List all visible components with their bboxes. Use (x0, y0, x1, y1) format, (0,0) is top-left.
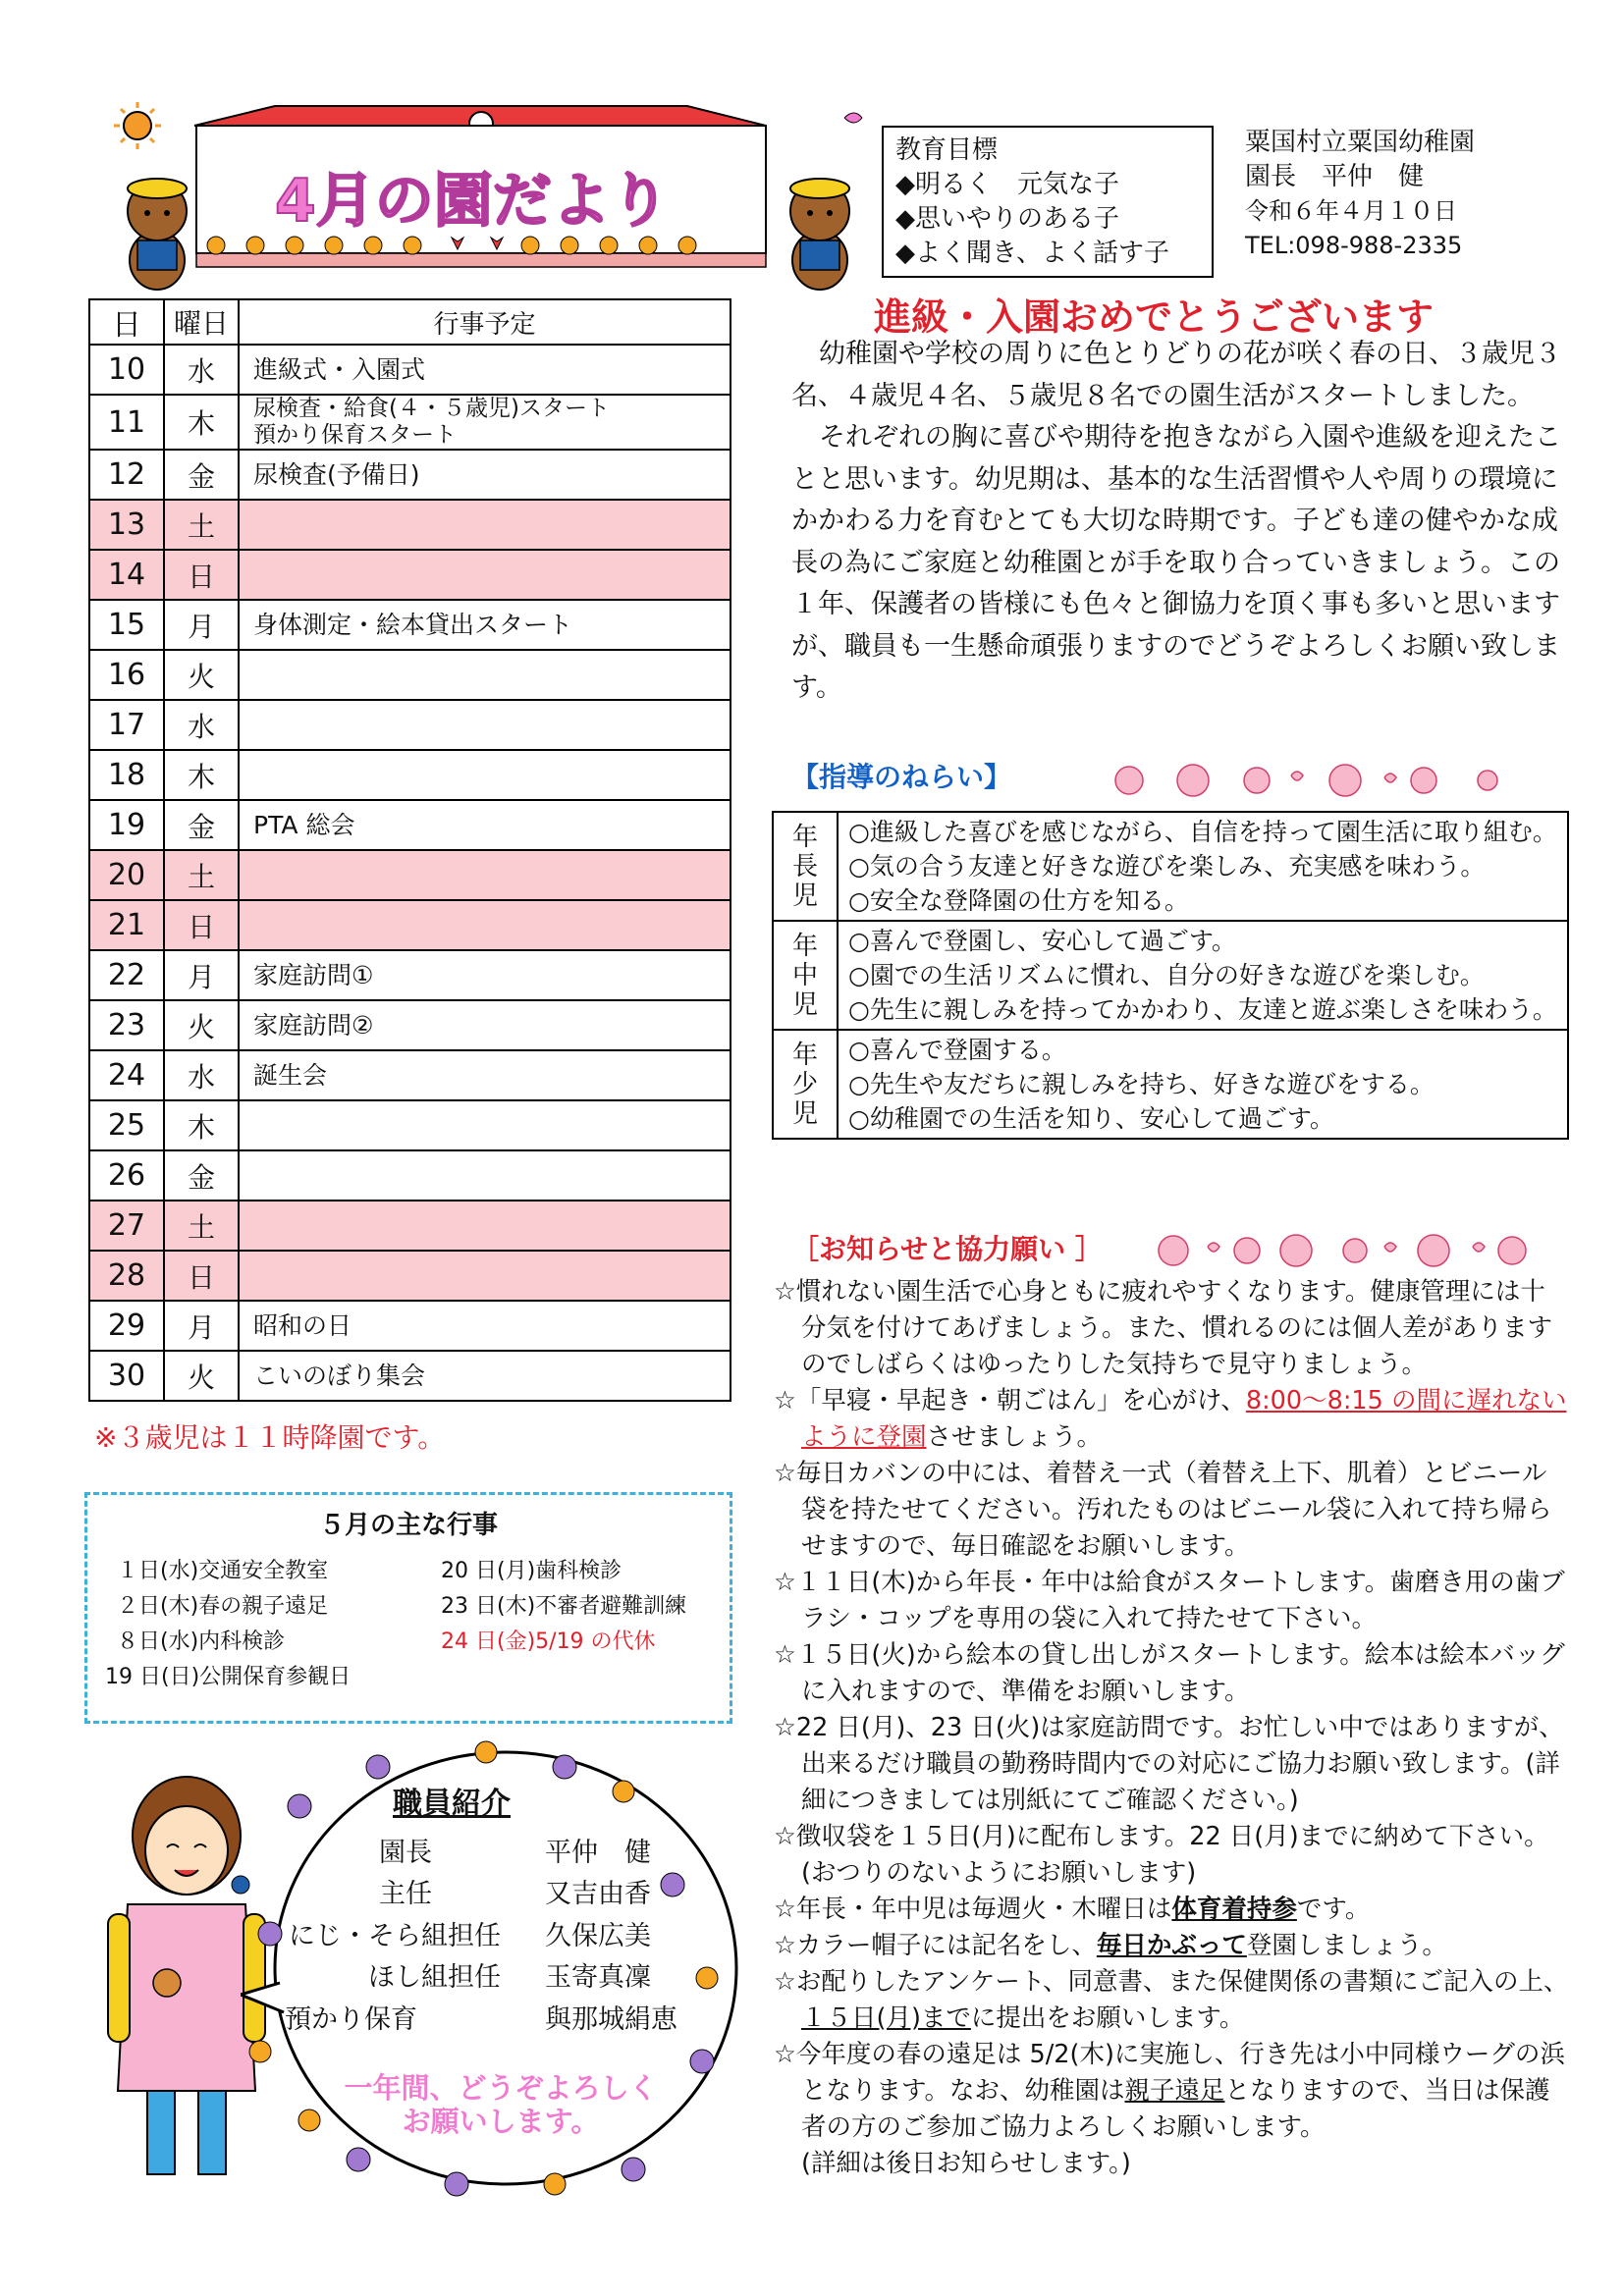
calendar-row (89, 1251, 731, 1301)
calendar-day: 16 (89, 650, 164, 700)
calendar-event (239, 850, 731, 900)
aims-row (773, 1030, 1568, 1139)
calendar-day: 13 (89, 500, 164, 550)
staff-role: 園長 (379, 1838, 432, 1868)
intro-text (791, 334, 1567, 710)
calendar-event-text: 進級式・入園式 (253, 355, 426, 384)
aims-row (773, 921, 1568, 1030)
calendar-day: 12 (89, 450, 164, 500)
sakura-decoration-icon (1149, 1227, 1542, 1274)
calendar-weekday: 日 (164, 550, 239, 600)
greeting-line: お願いします。 (402, 2105, 600, 2138)
intro-paragraph: それぞれの胸に喜びや期待を抱きながら入園や進級を迎えたことと思います。幼児期は、基本的な生活習慣や人や周りの環境にかかわる力を育むとても大切な時期です。子ども達の健やかな成長の為にご家庭と幼稚園とが手を取り合っていきましょう。この１年、保護者の皆様にも色々と御協力を頂く事も多いと思いますが、職員も一生懸命頑張りますのでどうぞよろしくお願い致します。 (791, 422, 1561, 703)
calendar-day: 30 (89, 1351, 164, 1401)
calendar-row (89, 1150, 731, 1201)
greeting-line: 一年間、どうぞよろしく (344, 2071, 658, 2105)
aim-item: ○先生や友だちに親しみを持ち、好きな遊びをする。 (848, 1070, 1435, 1098)
calendar-header-day: 日 (89, 299, 164, 345)
calendar-row (89, 700, 731, 750)
calendar-row (89, 950, 731, 1000)
notice-item: ☆１１日(木)から年長・年中は給食がスタートします。歯磨き用の歯ブラシ・コップを専用の袋に入れて持たせて下さい。 (774, 1568, 1565, 1633)
phone-number: TEL:098-988-2335 (1245, 232, 1463, 259)
header-illustration (98, 98, 864, 294)
calendar-weekday: 水 (164, 1050, 239, 1100)
aim-item: ○先生に親しみを持ってかかわり、友達と遊ぶ楽しさを味わう。 (848, 995, 1557, 1024)
calendar-event-text: 尿検査・給食(４・５歳児)スタート (253, 396, 610, 421)
calendar-day: 14 (89, 550, 164, 600)
calendar-weekday: 月 (164, 600, 239, 650)
may-event-item: 20 日(月)歯科検診 (441, 1559, 623, 1583)
calendar-event-text: 家庭訪問① (253, 961, 374, 989)
calendar-weekday: 木 (164, 395, 239, 450)
bear-right-icon (790, 113, 862, 290)
notice-item (774, 1892, 1569, 1928)
aim-item: ○気の合う友達と好きな遊びを楽しみ、充実感を味わう。 (848, 852, 1486, 881)
notice-text: です。 (1296, 1895, 1371, 1924)
calendar-day: 22 (89, 950, 164, 1000)
notice-emphasis: １５日(月)まで (801, 2003, 971, 2033)
calendar-row (89, 800, 731, 850)
notice-text: (詳細は後日お知らせします。) (801, 2149, 1131, 2178)
aim-item: ○幼稚園での生活を知り、安心して過ごす。 (848, 1104, 1334, 1133)
staff-role: 主任 (379, 1879, 432, 1909)
notice-item (774, 1964, 1569, 2037)
calendar-row (89, 650, 731, 700)
calendar-day: 24 (89, 1050, 164, 1100)
calendar-row (89, 1201, 731, 1251)
calendar-event (239, 1000, 731, 1050)
notice-text: ☆「早寝・早起き・朝ごはん」を心がけ、 (774, 1386, 1246, 1415)
notice-text: 登園しましょう。 (1246, 1931, 1447, 1960)
staff-name: 玉寄真凜 (545, 1962, 651, 1993)
calendar-event (239, 1201, 731, 1251)
calendar-weekday: 月 (164, 1301, 239, 1351)
calendar-event (239, 1050, 731, 1100)
notice-item (774, 1383, 1569, 1456)
calendar-row (89, 1100, 731, 1150)
calendar-day: 23 (89, 1000, 164, 1050)
issue-date: 令和６年４月１０日 (1245, 197, 1457, 225)
calendar-weekday: 火 (164, 1351, 239, 1401)
calendar-day: 25 (89, 1100, 164, 1150)
calendar-weekday: 水 (164, 345, 239, 395)
may-event-item: ２日(木)春の親子遠足 (117, 1594, 329, 1619)
staff-name: 久保広美 (545, 1921, 651, 1951)
notice-item: ☆慣れない園生活で心身ともに疲れやすくなります。健康管理には十分気を付けてあげましょう。また、慣れるのには個人差がありますのでしばらくはゆったりした気持ちで見守りましょう。 (774, 1277, 1553, 1379)
calendar-day: 10 (89, 345, 164, 395)
aim-item: ○進級した喜びを感じながら、自信を持って園生活に取り組む。 (848, 818, 1557, 846)
calendar-event (239, 650, 731, 700)
calendar-row (89, 1301, 731, 1351)
calendar-event (239, 1150, 731, 1201)
may-events-box (84, 1492, 732, 1724)
staff-role: ほし組担任 (368, 1962, 501, 1993)
calendar-day: 11 (89, 395, 164, 450)
notice-text: ☆お配りしたアンケート、同意書、また保健関係の書類にご記入の上、 (774, 1967, 1569, 1997)
calendar-row (89, 1050, 731, 1100)
notice-item (774, 2037, 1569, 2182)
goals-heading: 教育目標 (895, 135, 999, 165)
calendar-row (89, 850, 731, 900)
calendar-row (89, 500, 731, 550)
calendar-event-text: 身体測定・絵本貸出スタート (253, 611, 573, 639)
goal-item: ◆よく聞き、よく話す子 (895, 239, 1169, 268)
notice-item: ☆徴収袋を１５日(月)に配布します。22 日(月)までに納めて下さい。(おつりのないようにお願いします) (774, 1822, 1549, 1888)
calendar-event-text: 誕生会 (253, 1061, 328, 1090)
calendar-weekday: 火 (164, 650, 239, 700)
may-events-title: ５月の主な行事 (318, 1511, 498, 1540)
notices-title: ［お知らせと協力願い ］ (791, 1233, 1103, 1265)
calendar-day: 28 (89, 1251, 164, 1301)
aims-group-label: 年長児 (791, 822, 818, 911)
calendar-event (239, 800, 731, 850)
may-event-item-highlight: 24 日(金)5/19 の代休 (441, 1629, 656, 1654)
calendar-weekday: 土 (164, 500, 239, 550)
calendar-event (239, 600, 731, 650)
calendar-event (239, 395, 731, 450)
calendar-weekday: 火 (164, 1000, 239, 1050)
calendar-day: 19 (89, 800, 164, 850)
aims-row (773, 812, 1568, 921)
calendar-event (239, 1100, 731, 1150)
newsletter-title: 4月の園だより (275, 167, 670, 236)
calendar-day: 17 (89, 700, 164, 750)
calendar-day: 27 (89, 1201, 164, 1251)
may-event-item: 19 日(日)公開保育参観日 (105, 1665, 352, 1689)
aims-group-label: 年中児 (791, 931, 818, 1020)
calendar-event-text: PTA 総会 (253, 811, 355, 839)
calendar-weekday: 土 (164, 1201, 239, 1251)
may-event-item: 23 日(木)不審者避難訓練 (441, 1594, 687, 1619)
calendar-weekday: 土 (164, 850, 239, 900)
notices-list (774, 1274, 1569, 2182)
calendar-event (239, 1251, 731, 1301)
staff-greeting (304, 2071, 697, 2138)
calendar-row (89, 600, 731, 650)
calendar-event-text: こいのぼり集会 (253, 1362, 426, 1390)
event-calendar (88, 298, 731, 1402)
aim-item: ○喜んで登園する。 (848, 1036, 1066, 1064)
calendar-day: 15 (89, 600, 164, 650)
calendar-day: 21 (89, 900, 164, 950)
calendar-weekday: 月 (164, 950, 239, 1000)
notice-emphasis: 8:00〜8:15 の間に遅れないように登園 (801, 1386, 1567, 1452)
calendar-weekday: 金 (164, 450, 239, 500)
calendar-row (89, 345, 731, 395)
intro-paragraph: 幼稚園や学校の周りに色とりどりの花が咲く春の日、３歳児３名、４歳児４名、５歳児８名での園生活がスタートしました。 (791, 339, 1561, 411)
school-name: 粟国村立粟国幼稚園 (1245, 128, 1476, 157)
goal-item: ◆思いやりのある子 (895, 204, 1119, 234)
aims-table (772, 811, 1569, 1140)
calendar-day: 26 (89, 1150, 164, 1201)
calendar-day: 18 (89, 750, 164, 800)
calendar-row (89, 450, 731, 500)
may-event-item: １日(水)交通安全教室 (117, 1559, 329, 1583)
calendar-event (239, 550, 731, 600)
notice-item: ☆１５日(火)から絵本の貸し出しがスタートします。絵本は絵本バッグに入れますので、準備をお願いします。 (774, 1640, 1565, 1706)
calendar-header-event: 行事予定 (239, 299, 731, 345)
school-info (1245, 126, 1579, 263)
calendar-row (89, 395, 731, 450)
goal-item: ◆明るく 元気な子 (895, 170, 1119, 199)
notice-emphasis: 親子遠足 (1124, 2076, 1225, 2106)
calendar-event (239, 950, 731, 1000)
notice-text: ☆今年度の春の遠足は 5/2(木)に実施し、行き先は小中同様ウーグの浜となります。なお、幼稚園は (774, 2040, 1565, 2106)
calendar-event (239, 750, 731, 800)
calendar-row (89, 750, 731, 800)
staff-title: 職員紹介 (393, 1787, 511, 1821)
bear-left-icon (128, 179, 187, 290)
education-goals-box (882, 126, 1214, 278)
calendar-event (239, 450, 731, 500)
calendar-event-text: 預かり保育スタート (253, 422, 457, 448)
calendar-row (89, 550, 731, 600)
notice-text: ☆年長・年中児は毎週火・木曜日は (774, 1895, 1172, 1924)
aims-title: 【指導のねらい】 (791, 761, 1012, 793)
notice-text: となりますので、当日は保護者の方のご参加ご協力よろしくお願いします。 (801, 2076, 1550, 2142)
aims-group-label: 年少児 (791, 1040, 818, 1129)
aim-item: ○安全な登降園の仕方を知る。 (848, 886, 1189, 915)
notice-emphasis: 毎日かぶって (1096, 1931, 1247, 1960)
calendar-row (89, 900, 731, 950)
calendar-weekday: 木 (164, 1100, 239, 1150)
calendar-note: ※３歳児は１１時降園です。 (94, 1421, 446, 1454)
sun-icon (114, 102, 161, 149)
calendar-event (239, 1351, 731, 1401)
calendar-weekday: 金 (164, 1150, 239, 1201)
staff-name: 與那城絹恵 (545, 2004, 677, 2035)
calendar-row (89, 1351, 731, 1401)
calendar-event-text: 尿検査(予備日) (253, 460, 420, 489)
staff-name: 平仲 健 (545, 1838, 651, 1868)
calendar-event (239, 345, 731, 395)
calendar-event (239, 900, 731, 950)
notice-text: させましょう。 (926, 1422, 1103, 1452)
calendar-day: 20 (89, 850, 164, 900)
calendar-weekday: 水 (164, 700, 239, 750)
aim-item: ○喜んで登園し、安心して過ごす。 (848, 927, 1236, 955)
may-event-item: ８日(水)内科検診 (117, 1629, 286, 1654)
calendar-day: 29 (89, 1301, 164, 1351)
notice-text: に提出をお願いします。 (970, 2003, 1245, 2033)
calendar-event (239, 500, 731, 550)
notice-emphasis: 体育着持参 (1171, 1895, 1297, 1924)
calendar-event (239, 700, 731, 750)
staff-role: にじ・そら組担任 (289, 1921, 501, 1951)
calendar-weekday: 金 (164, 800, 239, 850)
notice-text: ☆カラー帽子には記名をし、 (774, 1931, 1097, 1960)
calendar-event (239, 1301, 731, 1351)
staff-name: 又吉由香 (545, 1879, 651, 1909)
calendar-weekday: 日 (164, 1251, 239, 1301)
calendar-event-text: 昭和の日 (253, 1311, 352, 1340)
aim-item: ○園での生活リズムに慣れ、自分の好きな遊びを楽しむ。 (848, 961, 1485, 989)
sakura-decoration-icon (1100, 756, 1512, 805)
main-headline: 進級・入園おめでとうございます (874, 295, 1435, 339)
calendar-event-text: 家庭訪問② (253, 1011, 374, 1040)
calendar-weekday: 木 (164, 750, 239, 800)
calendar-row (89, 1000, 731, 1050)
notice-item: ☆毎日カバンの中には、着替え一式（着替え上下、肌着）とビニール袋を持たせてください。汚れたものはビニール袋に入れて持ち帰らせますので、毎日確認をお願いします。 (774, 1459, 1552, 1561)
calendar-header-weekday: 曜日 (164, 299, 239, 345)
notice-item (774, 1928, 1569, 1964)
principal-name: 園長 平仲 健 (1245, 162, 1425, 191)
notice-item: ☆22 日(月)、23 日(火)は家庭訪問です。お忙しい中ではありますが、出来るだけ職員の勤務時間内での対応にご協力お願い致します。(詳細につきましては別紙にてご確認ください。) (774, 1713, 1564, 1815)
staff-role: 預かり保育 (285, 2004, 417, 2035)
calendar-weekday: 日 (164, 900, 239, 950)
